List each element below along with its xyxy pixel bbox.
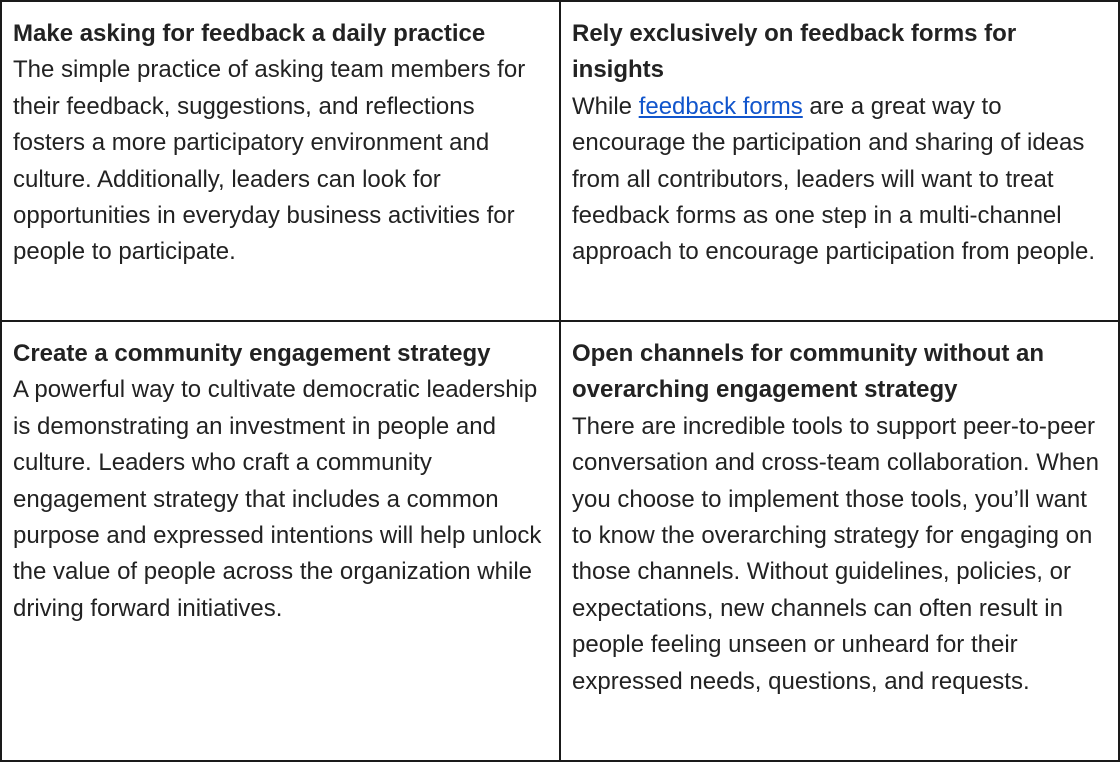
- cell-title: Open channels for community without an overarching engagement strategy: [572, 340, 1045, 404]
- feedback-forms-link[interactable]: feedback forms: [638, 92, 803, 120]
- cell-body: [572, 89, 1110, 271]
- table-cell-feedback-forms: [561, 2, 1120, 322]
- cell-title: Make asking for feedback a daily practice: [13, 20, 486, 47]
- table-cell-open-channels: [561, 322, 1120, 760]
- cell-body-text-before-link: While: [572, 92, 639, 120]
- cell-title: Create a community engagement strategy: [13, 340, 491, 367]
- table-cell-feedback-practice: [2, 2, 561, 322]
- cell-body: The simple practice of asking team members for their feedback, suggestions, and reflections fosters a more participatory environment and culture. Additionally, leaders can look for opportunities in everyday business activities for people to participate.: [13, 56, 526, 266]
- cell-title: Rely exclusively on feedback forms for insights: [572, 20, 1017, 84]
- cell-body: A powerful way to cultivate democratic leadership is demonstrating an investment in people and culture. Leaders who craft a community engagement strategy that includes a common purpose and expressed intentions will help unlock the value of people across the organization while driving forward initiatives.: [13, 376, 542, 622]
- cell-body-text-after-link: are a great way to encourage the participation and sharing of ideas from all contributors, leaders will want to treat feedback forms as one step in a multi-channel approach to encourage participation from people.: [572, 92, 1096, 266]
- cell-body: There are incredible tools to support peer-to-peer conversation and cross-team collaboration. When you choose to implement those tools, you’ll want to know the overarching strategy for engaging on those channels. Without guidelines, policies, or expectations, new channels can often result in people feeling unseen or unheard for their expressed needs, questions, and requests.: [572, 412, 1099, 695]
- table-cell-engagement-strategy: [2, 322, 561, 760]
